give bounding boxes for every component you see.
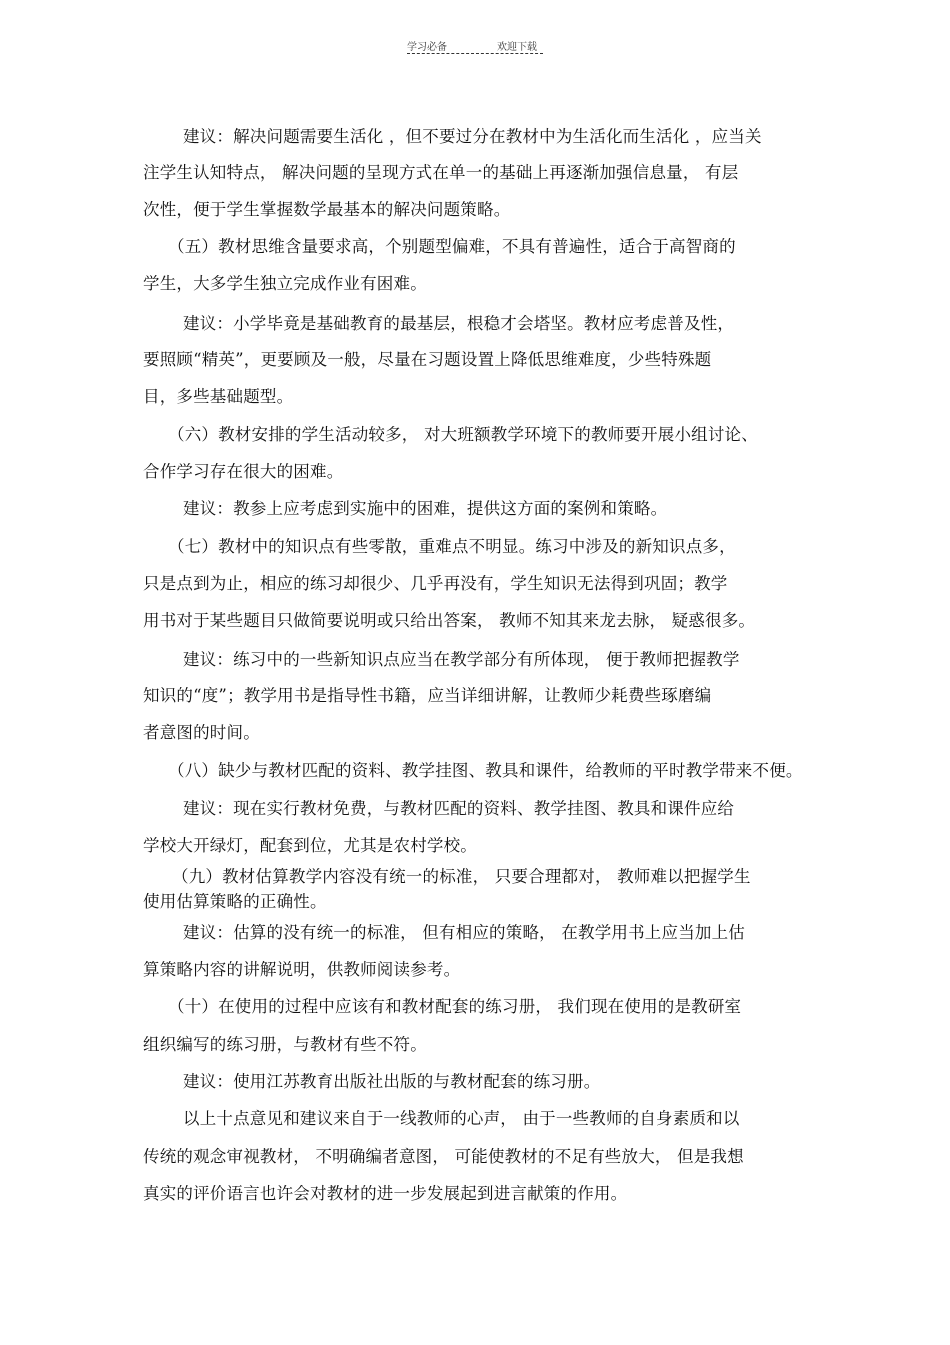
header-right-text: 欢迎下载 bbox=[497, 42, 537, 53]
body-line: （八）缺少与教材匹配的资料、教学挂图、教具和课件，给教师的平时教学带来不便。 bbox=[168, 761, 803, 780]
body-line: 只是点到为止，相应的练习却很少、几乎再没有，学生知识无法得到巩固；教学 bbox=[143, 574, 728, 593]
body-line: 建议：解决问题需要生活化 ，但不要过分在教材中为生活化而生活化 ，应当关 bbox=[183, 127, 762, 146]
body-line: 学校大开绿灯，配套到位，尤其是农村学校。 bbox=[143, 836, 477, 855]
body-line: 建议：估算的没有统一的标准， 但有相应的策略， 在教学用书上应当加上估 bbox=[183, 923, 745, 942]
body-line: 建议：练习中的一些新知识点应当在教学部分有所体现， 便于教师把握教学 bbox=[183, 650, 740, 669]
body-line: 使用估算策略的正确性。 bbox=[143, 892, 327, 911]
body-line: 次性，便于学生掌握数学最基本的解决问题策略。 bbox=[143, 200, 511, 219]
body-line: 以上十点意见和建议来自于一线教师的心声， 由于一些教师的自身素质和以 bbox=[183, 1109, 740, 1128]
header-rule bbox=[407, 53, 543, 54]
body-line: 注学生认知特点， 解决问题的呈现方式在单一的基础上再逐渐加强信息量， 有层 bbox=[143, 163, 739, 182]
body-line: （十）在使用的过程中应该有和教材配套的练习册， 我们现在使用的是教研室 bbox=[168, 997, 742, 1016]
body-line: 合作学习存在很大的困难。 bbox=[143, 462, 344, 481]
body-line: （五）教材思维含量要求高，个别题型偏难，不具有普遍性，适合于高智商的 bbox=[168, 237, 736, 256]
body-line: 学生，大多学生独立完成作业有困难。 bbox=[143, 274, 427, 293]
body-line: （六）教材安排的学生活动较多， 对大班额教学环境下的教师要开展小组讨论、 bbox=[168, 425, 758, 444]
body-line: 传统的观念审视教材， 不明确编者意图， 可能使教材的不足有些放大， 但是我想 bbox=[143, 1147, 744, 1166]
body-line: 知识的“度”；教学用书是指导性书籍，应当详细讲解，让教师少耗费些琢磨编 bbox=[143, 686, 712, 705]
body-line: 目，多些基础题型。 bbox=[143, 387, 294, 406]
body-line: 建议：小学毕竟是基础教育的最基层，根稳才会塔坚。教材应考虑普及性， bbox=[183, 314, 735, 333]
body-line: 建议：教参上应考虑到实施中的困难，提供这方面的案例和策略。 bbox=[183, 499, 668, 518]
body-line: 要照顾“精英”，更要顾及一般，尽量在习题设置上降低思维难度，少些特殊题 bbox=[143, 350, 712, 369]
header-left-text: 学习必备 bbox=[407, 42, 447, 53]
body-line: 建议：现在实行教材免费，与教材匹配的资料、教学挂图、教具和课件应给 bbox=[183, 799, 735, 818]
body-line: 者意图的时间。 bbox=[143, 723, 260, 742]
body-line: （七）教材中的知识点有些零散，重难点不明显。练习中涉及的新知识点多， bbox=[168, 537, 736, 556]
body-line: 用书对于某些题目只做简要说明或只给出答案， 教师不知其来龙去脉， 疑惑很多。 bbox=[143, 611, 756, 630]
body-line: 算策略内容的讲解说明，供教师阅读参考。 bbox=[143, 960, 461, 979]
body-line: （九）教材估算教学内容没有统一的标准， 只要合理都对， 教师难以把握学生 bbox=[172, 867, 751, 886]
body-line: 真实的评价语言也许会对教材的进一步发展起到进言献策的作用。 bbox=[143, 1184, 628, 1203]
body-line: 建议：使用江苏教育出版社出版的与教材配套的练习册。 bbox=[183, 1072, 601, 1091]
body-line: 组织编写的练习册，与教材有些不符。 bbox=[143, 1035, 427, 1054]
